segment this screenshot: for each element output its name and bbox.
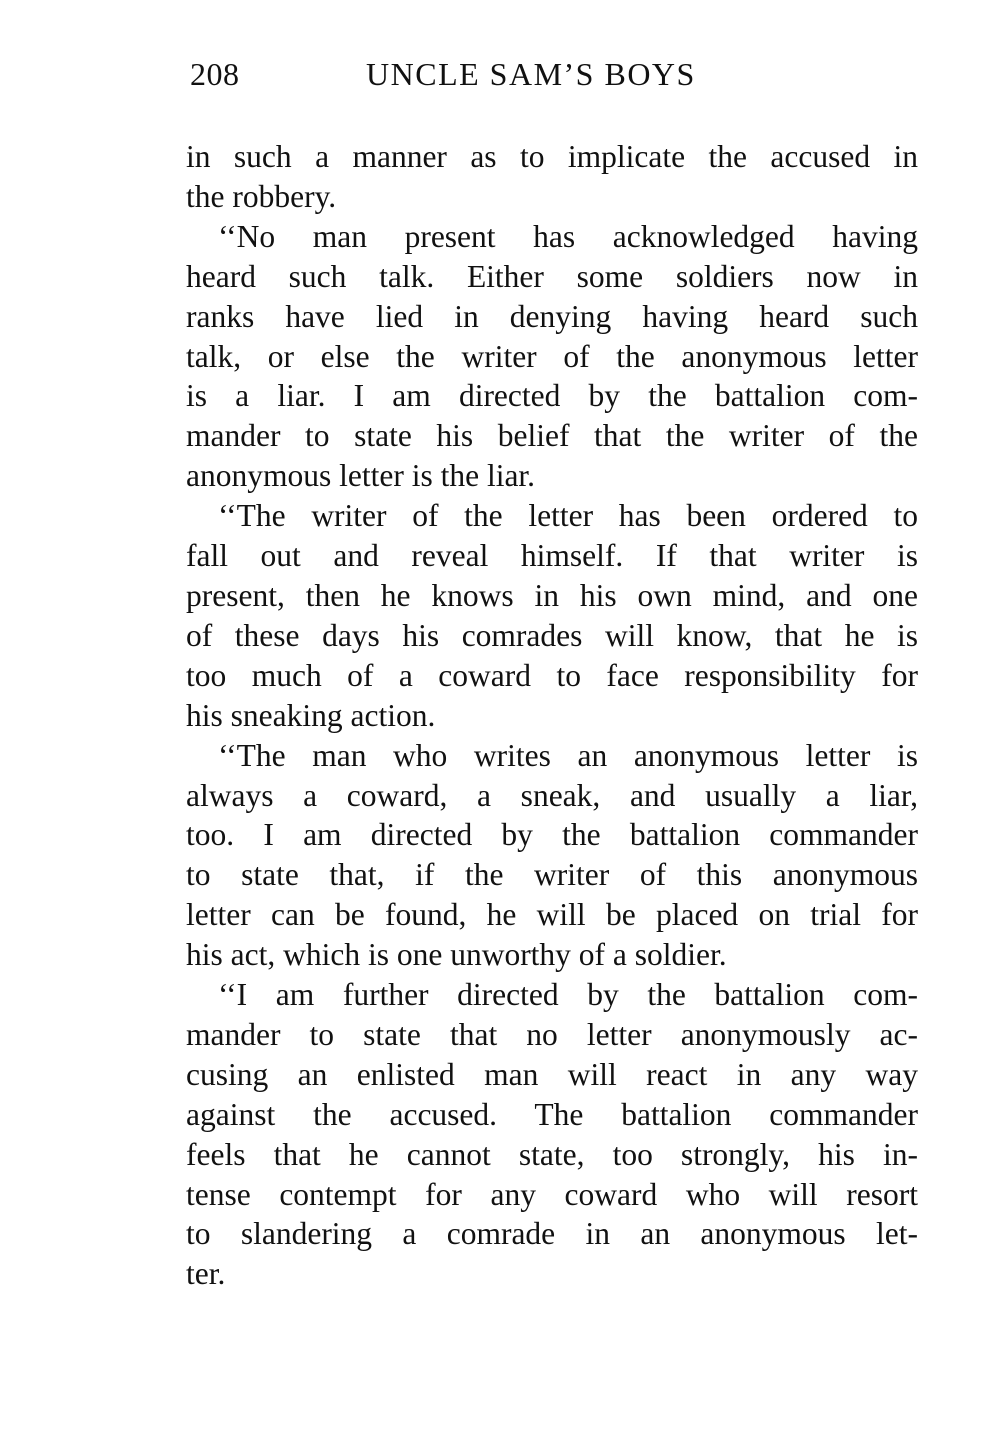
text-line: ‘‘The man who writes an anonymous letter is bbox=[218, 737, 918, 773]
body-text bbox=[186, 137, 918, 1294]
text-line: talk, or else the writer of the anonymous letter bbox=[186, 338, 918, 374]
text-line: tense contempt for any coward who will resort bbox=[186, 1176, 918, 1212]
text-line: ‘‘No man present has acknowledged having bbox=[218, 218, 918, 254]
text-line: to slandering a comrade in an anonymous let- bbox=[186, 1216, 918, 1252]
text-line: letter can be found, he will be placed on trial for bbox=[186, 897, 918, 933]
text-line: present, then he knows in his own mind, and one bbox=[186, 577, 918, 613]
text-line: cusing an enlisted man will react in any way bbox=[186, 1056, 918, 1092]
text-line: ‘‘I am further directed by the battalion com- bbox=[218, 977, 918, 1013]
text-line: fall out and reveal himself. If that writer is bbox=[186, 538, 918, 574]
text-line: in such a manner as to implicate the accused in bbox=[186, 139, 918, 174]
book-title: UNCLE SAM’S BOYS bbox=[366, 56, 696, 92]
text-line: his sneaking action. bbox=[186, 697, 436, 733]
paragraph-4 bbox=[186, 736, 918, 975]
paragraph-2 bbox=[186, 217, 918, 496]
text-line: of these days his comrades will know, that he is bbox=[186, 617, 918, 653]
paragraph-1 bbox=[186, 137, 918, 217]
text-line: anonymous letter is the liar. bbox=[186, 458, 536, 494]
text-line: mander to state that no letter anonymously ac- bbox=[186, 1016, 918, 1052]
running-head bbox=[190, 52, 750, 96]
text-line: is a liar. I am directed by the battalion com- bbox=[186, 378, 918, 414]
paragraph-3 bbox=[186, 496, 918, 735]
text-line: ranks have lied in denying having heard such bbox=[186, 298, 918, 334]
text-line: too much of a coward to face responsibility for bbox=[186, 657, 918, 693]
text-line: the robbery. bbox=[186, 178, 337, 214]
paragraph-5 bbox=[186, 975, 918, 1294]
text-line: feels that he cannot state, too strongly, his in- bbox=[186, 1136, 918, 1172]
text-line: always a coward, a sneak, and usually a liar, bbox=[186, 777, 918, 813]
text-line: against the accused. The battalion commander bbox=[186, 1096, 918, 1132]
text-line: to state that, if the writer of this anonymous bbox=[186, 857, 918, 893]
text-line: his act, which is one unworthy of a soldier. bbox=[186, 937, 727, 973]
page-number: 208 bbox=[190, 56, 240, 92]
text-line: heard such talk. Either some soldiers now in bbox=[186, 258, 918, 294]
text-line: too. I am directed by the battalion commander bbox=[186, 817, 918, 853]
text-line: ‘‘The writer of the letter has been ordered to bbox=[218, 498, 918, 534]
text-line: ter. bbox=[186, 1256, 226, 1292]
text-line: mander to state his belief that the writer of the bbox=[186, 418, 918, 454]
